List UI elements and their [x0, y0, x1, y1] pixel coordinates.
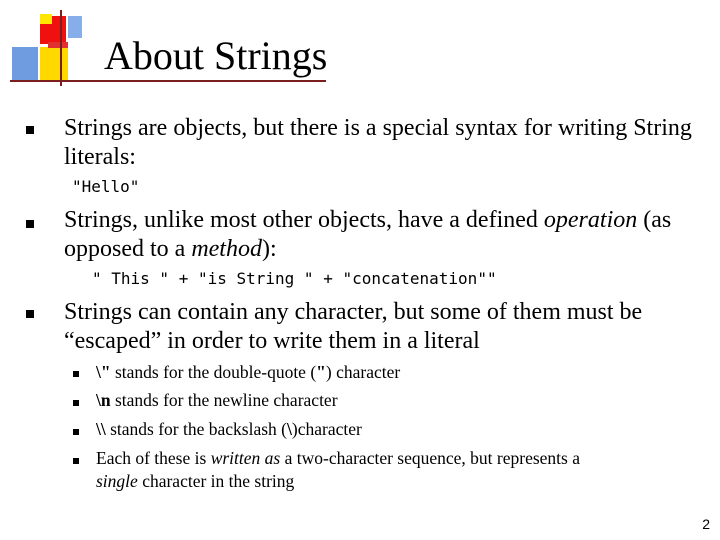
logo-blue-square	[12, 47, 38, 80]
sub-bullet-1-text-pre: stands for the double-quote (	[110, 362, 317, 382]
bullet-1-line-2: literals:	[64, 144, 136, 170]
sub-bullet-4-emphasis-written-as: written as	[210, 448, 281, 468]
sub-bullet-1	[96, 361, 400, 383]
sub-bullet-4-line-2	[96, 470, 294, 492]
logo-yellow-square	[40, 47, 68, 80]
sub-bullet-4-line-1-post: a two-character sequence, but represents a	[280, 448, 580, 468]
bullet-2-line-1-pre: Strings, unlike most other objects, have a defined	[64, 207, 544, 233]
bullet-2-emphasis-operation: operation	[543, 207, 638, 233]
bullet-3-line-2: “escaped” in order to write them in a literal	[64, 328, 480, 354]
bullet-1-line-1: Strings are objects, but there is a special syntax for writing String	[64, 115, 692, 141]
bullet-marker	[26, 220, 34, 228]
bullet-3-line-1: Strings can contain any character, but some of them must be	[64, 299, 643, 325]
sub-bullet-4-line-1-pre: Each of these is	[96, 448, 211, 468]
sub-bullet-1-code-2: "	[316, 362, 326, 382]
logo-yellow-accent	[40, 14, 52, 24]
sub-bullet-marker	[73, 458, 79, 464]
sub-bullet-1-text-post: ) character	[325, 362, 401, 382]
sub-bullet-2	[96, 389, 338, 411]
bullet-2-line-1-post: (as	[637, 207, 672, 233]
sub-bullet-marker	[73, 371, 79, 377]
sub-bullet-4-line-2-post: character in the string	[137, 471, 295, 491]
logo-blue-accent	[68, 16, 82, 38]
sub-bullet-2-text: stands for the newline character	[110, 390, 338, 410]
bullet-2-line-2-pre: opposed to a	[64, 236, 192, 262]
sub-bullet-3-code-2: \	[287, 419, 292, 439]
bullet-marker	[26, 126, 34, 134]
sub-bullet-marker	[73, 429, 79, 435]
bullet-2-code: " This " + "is String " + "concatenation""	[92, 269, 497, 288]
title-underline	[10, 80, 326, 82]
sub-bullet-2-code: \n	[96, 390, 111, 410]
bullet-2-line-1	[64, 206, 671, 234]
page-number: 2	[702, 516, 710, 532]
sub-bullet-4-line-1	[96, 447, 580, 469]
sub-bullet-3-text-post: )character	[291, 419, 362, 439]
bullet-2-line-2-post: ):	[261, 236, 277, 262]
sub-bullet-4-emphasis-single: single	[96, 471, 138, 491]
slide-logo	[0, 0, 110, 90]
sub-bullet-1-code: \"	[96, 362, 111, 382]
logo-red-bar	[48, 42, 68, 48]
bullet-marker	[26, 310, 34, 318]
bullet-2-emphasis-method: method	[191, 236, 262, 262]
logo-vertical-rule	[60, 10, 62, 86]
bullet-1-code: "Hello"	[72, 177, 140, 196]
sub-bullet-3	[96, 418, 362, 440]
sub-bullet-3-code: \\	[96, 419, 106, 439]
bullet-2-line-2	[64, 235, 277, 263]
sub-bullet-marker	[73, 400, 79, 406]
slide-title: About Strings	[104, 33, 328, 78]
sub-bullet-3-text-pre: stands for the backslash (	[105, 419, 288, 439]
